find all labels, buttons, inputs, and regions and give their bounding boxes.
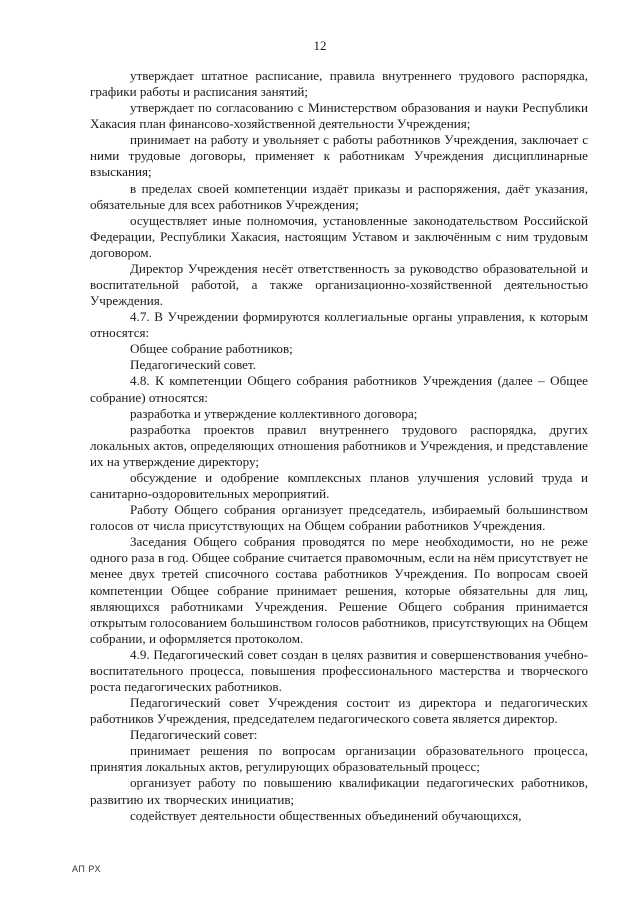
paragraph: утверждает штатное расписание, правила внутреннего трудового распорядка, графики работы и расписания занятий; [90,68,588,100]
paragraph: разработка и утверждение коллективного договора; [130,405,418,421]
paragraph: утверждает по согласованию с Министерством образования и науки Республики Хакасия план финансово-хозяйственной деятельности Учреждения; [90,100,588,132]
paragraph: Педагогический совет. [130,357,257,373]
document-body [90,68,588,824]
paragraph: Педагогический совет Учреждения состоит из директора и педагогических работников Учреждения, председателем педагогического совета является директор. [90,695,588,727]
paragraph: принимает на работу и увольняет с работы работников Учреждения, заключает с ними трудовые договоры, применяет к работникам Учреждения дисциплинарные взыскания; [90,132,588,180]
paragraph: 4.9. Педагогический совет создан в целях развития и совершенствования учебно-воспитательного процесса, повышения профессионального мастерства и творческого роста педагогических работников. [90,646,588,694]
footer-stamp: АП РХ [72,864,101,874]
paragraph: Работу Общего собрания организует председатель, избираемый большинством голосов от числа присутствующих на Общем собрании работников Учреждения. [90,502,588,534]
paragraph: Общее собрание работников; [130,341,293,357]
paragraph: обсуждение и одобрение комплексных планов улучшения условий труда и санитарно-оздоровительных мероприятий. [90,469,588,502]
paragraph: Директор Учреждения несёт ответственность за руководство образовательной и воспитательной работой, а также организационно-хозяйственной деятельностью Учреждения. [90,260,588,309]
paragraph: разработка проектов правил внутреннего трудового распорядка, других локальных актов, определяющих отношения работников и Учреждения, и представление их на утверждение директору; [90,421,588,469]
paragraph: содействует деятельности общественных объединений обучающихся, [130,807,522,823]
paragraph: Заседания Общего собрания проводятся по мере необходимости, но не реже одного раза в год. Общее собрание считается правомочным, если на нём присутствует не менее двух третей списочного состава работников Учреждения. По вопросам своей компетенции Общее собрание принимает решения, которые обязательны для лиц, являющихся работниками Учреждения. Решение Общего собрания принимается открытым голосованием большинством голосов работников, присутствующих на Общем собрании, и оформляется протоколом. [90,534,588,646]
paragraph: принимает решения по вопросам организации образовательного процесса, принятия локальных актов, регулирующих образовательный процесс; [90,743,588,775]
paragraph: осуществляет иные полномочия, установленные законодательством Российской Федерации, Республики Хакасия, настоящим Уставом и заключённым с ним трудовым договором. [90,212,588,260]
paragraph: Педагогический совет: [130,727,258,743]
paragraph: в пределах своей компетенции издаёт приказы и распоряжения, даёт указания, обязательные для всех работников Учреждения; [90,180,588,212]
paragraph: 4.7. В Учреждении формируются коллегиальные органы управления, к которым относятся: [90,309,588,341]
page-number: 12 [313,38,327,53]
paragraph: 4.8. К компетенции Общего собрания работников Учреждения (далее – Общее собрание) относятся: [90,373,588,405]
paragraph: организует работу по повышению квалификации педагогических работников, развитию их творческих инициатив; [90,775,588,807]
